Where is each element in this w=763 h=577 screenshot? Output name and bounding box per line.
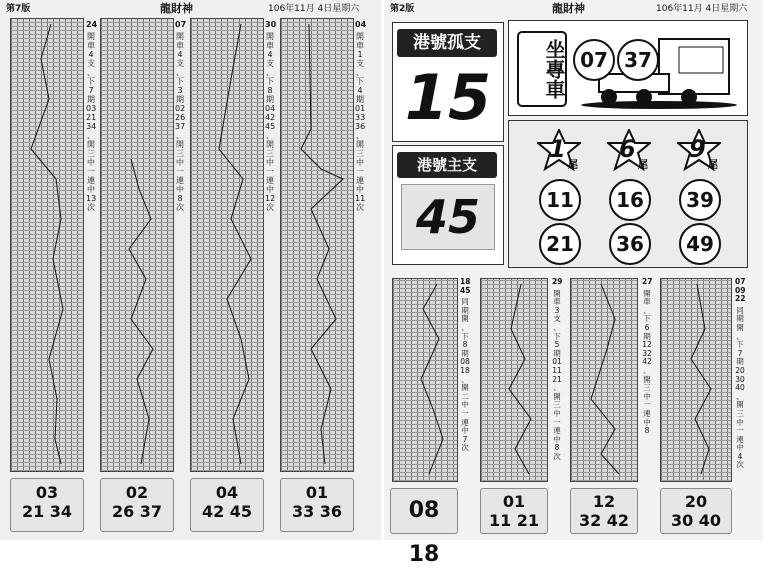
tail-number: 36 [609, 223, 651, 265]
tail-number: 16 [609, 179, 651, 221]
result-box: 08 18 [390, 488, 458, 534]
number-grid [280, 18, 354, 472]
truck-title: 坐專車 [517, 31, 567, 107]
grid-note: 24 開 車 4 支 、 下 7 期 03 21 34 、 開 三 中 一 連 中 13 次 [86, 20, 98, 212]
grid-note: 27 開 車 、 下 6 期 12 32 42 、 開 三 中 一 連 中 8 [642, 277, 653, 436]
trend-line [191, 19, 263, 471]
result-box: 04 42 45 [190, 478, 264, 532]
masthead-title: 龍財神 [160, 2, 193, 15]
tail-star-9: 9 尾 [677, 129, 721, 173]
main-branch-panel [392, 145, 504, 265]
tail-number: 39 [679, 179, 721, 221]
number-grid [392, 278, 458, 482]
issue-date: 106年11月 4日星期六 [656, 4, 748, 14]
truck-number: 37 [617, 39, 659, 81]
tail-number: 11 [539, 179, 581, 221]
result-box: 03 21 34 [10, 478, 84, 532]
masthead-title: 龍財神 [552, 2, 585, 15]
truck-number: 07 [573, 39, 615, 81]
grid-note: 04 開 車 1 支 、 下 4 期 01 33 36 、 開 三 中 一 連 中 11 次 [355, 20, 367, 212]
tail-number: 21 [539, 223, 581, 265]
result-box: 12 32 42 [570, 488, 638, 534]
trend-line [11, 19, 83, 471]
lone-branch-panel [392, 22, 504, 142]
number-grid [570, 278, 638, 482]
result-box: 20 30 40 [660, 488, 732, 534]
trend-line [281, 19, 353, 471]
result-box: 02 26 37 [100, 478, 174, 532]
grid-note: 29 開 車 3 支 、 下 5 期 01 11 21 、 開 三 中 一 連 中 8 次 [552, 277, 563, 461]
right-page [384, 0, 763, 567]
grid-note: 30 開 車 4 支 、 下 8 期 04 42 45 、 開 三 中 一 連 中 12 次 [265, 20, 277, 212]
trend-line [661, 279, 731, 481]
result-box: 01 33 36 [280, 478, 354, 532]
lone-branch-title: 港號孤支 [397, 29, 497, 57]
tail-star-6: 6 尾 [607, 129, 651, 173]
number-grid [10, 18, 84, 472]
number-grid [660, 278, 732, 482]
result-box: 01 11 21 [480, 488, 548, 534]
trend-line [101, 19, 173, 471]
grid-note-number: 24 [86, 20, 98, 29]
trend-line [393, 279, 457, 481]
grid-note: 18 45 同 期 開 、 下 8 期 08 18 、 開 二 中 一 連 中 7 次 [460, 277, 471, 453]
truck-panel [508, 20, 748, 116]
issue-date: 106年11月 4日星期六 [268, 4, 360, 14]
main-branch-title: 港號主支 [397, 152, 497, 178]
grid-note: 07 09 22 同 期 開 、 下 7 期 20 30 40 、 開 三 中 一 連 中 4 次 [735, 277, 746, 470]
grid-note-number: 07 [175, 20, 187, 29]
lone-branch-number: 15 [404, 61, 492, 134]
trend-line [481, 279, 547, 481]
tails-panel [508, 120, 748, 268]
main-branch-number: 45 [401, 184, 495, 250]
left-page [0, 0, 381, 540]
number-grid [480, 278, 548, 482]
number-grid [100, 18, 174, 472]
grid-note-number: 30 [265, 20, 277, 29]
tail-number: 49 [679, 223, 721, 265]
number-grid [190, 18, 264, 472]
page-number: 第2版 [390, 4, 415, 14]
page-number: 第7版 [6, 4, 31, 14]
grid-note-number: 04 [355, 20, 367, 29]
grid-note: 07 開 車 4 支 、 下 3 期 02 26 37 、 開 三 中 一 連 中 8 次 [175, 20, 187, 212]
tail-star-1: 1 尾 [537, 129, 581, 173]
trend-line [571, 279, 637, 481]
